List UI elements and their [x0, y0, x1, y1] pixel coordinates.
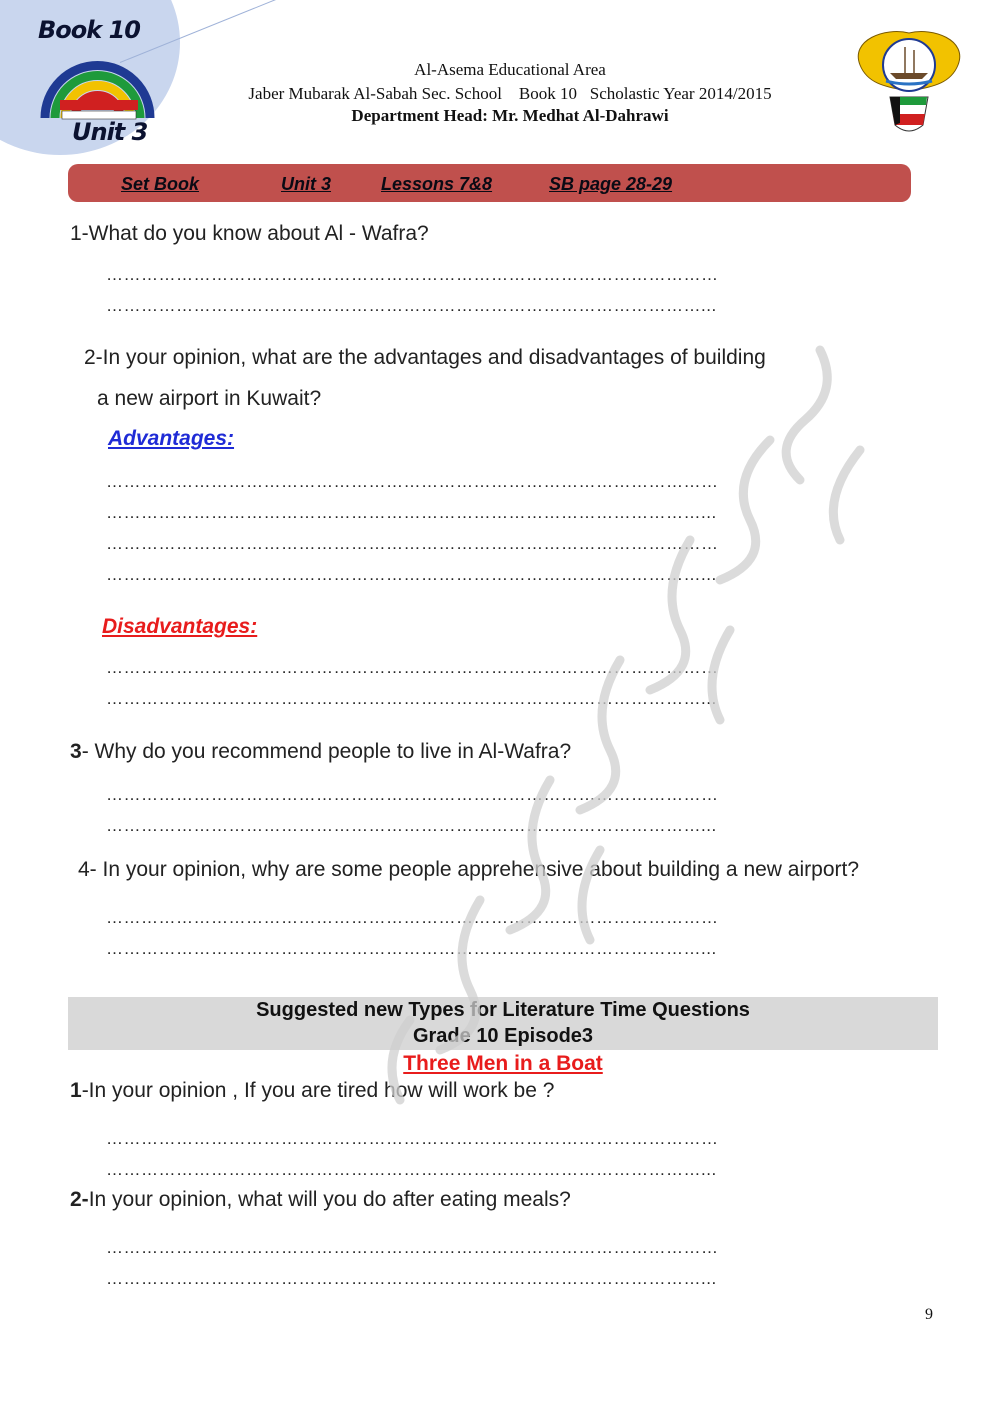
- question-4: 4- In your opinion, why are some people apprehensive about building a new airport?: [78, 858, 859, 881]
- story-title: Three Men in a Boat: [403, 1052, 603, 1075]
- question-1: 1-What do you know about Al - Wafra?: [70, 222, 429, 245]
- question-2-line-2: a new airport in Kuwait?: [97, 387, 322, 410]
- question-3: [70, 740, 571, 764]
- question-3-text: - Why do you recommend people to live in Al-Wafra?: [81, 740, 572, 763]
- answer-line[interactable]: ……………………………………………………………………………………………: [106, 472, 719, 491]
- banner-unit: Unit 3: [281, 174, 332, 194]
- literature-title: Suggested new Types for Literature Time Questions: [256, 999, 750, 1021]
- kuwait-emblem-icon: [850, 25, 968, 140]
- question-2-line-1: 2-In your opinion, what are the advantages and disadvantages of building: [84, 346, 766, 369]
- answer-line[interactable]: ……………………………………………………………………………………………: [106, 534, 719, 553]
- answer-line[interactable]: ……………………………………………………………………………………………: [106, 658, 719, 677]
- disadvantages-heading: Disadvantages:: [102, 615, 258, 638]
- badge-unit-label: Unit 3: [72, 118, 148, 146]
- school-rings-logo: [40, 48, 155, 123]
- literature-question-2-number: 2-: [70, 1188, 89, 1211]
- literature-question-1-number: 1: [70, 1079, 82, 1102]
- answer-line[interactable]: ……………………………………………………………………………………………: [106, 1238, 719, 1257]
- calligraphy-watermark: [300, 330, 920, 1110]
- answer-line[interactable]: …………………………………………………………………………………………...: [106, 565, 717, 584]
- banner-set-book: Set Book: [121, 174, 200, 194]
- answer-line[interactable]: ……………………………………………………………………………………………: [106, 1129, 719, 1148]
- banner-sb-page: SB page 28-29: [549, 174, 673, 194]
- literature-question-2: [70, 1188, 571, 1212]
- answer-line[interactable]: …………………………………………………………………………………………...: [106, 1160, 717, 1179]
- literature-question-1: [70, 1079, 554, 1103]
- department-head: Department Head: Mr. Medhat Al-Dahrawi: [351, 106, 669, 125]
- badge-book-label: Book 10: [38, 16, 140, 44]
- literature-question-1-text: -In your opinion , If you are tired how will work be ?: [81, 1079, 555, 1102]
- banner-lessons: Lessons 7&8: [381, 174, 493, 194]
- answer-line[interactable]: …………………………………………………………………………………………...: [106, 503, 717, 522]
- answer-line[interactable]: ……………………………………………………………………………………………: [106, 265, 719, 284]
- answer-line[interactable]: …………………………………………………………………………………………...: [106, 816, 717, 835]
- advantages-heading: Advantages:: [108, 427, 235, 450]
- answer-line[interactable]: ……………………………………………………………………………………………: [106, 908, 719, 927]
- page-number: 9: [925, 1306, 933, 1323]
- school-info: Jaber Mubarak Al-Sabah Sec. School Book 10 Scholastic Year 2014/2015: [248, 84, 772, 103]
- answer-line[interactable]: …………………………………………………………………………………………...: [106, 939, 717, 958]
- literature-question-2-text: In your opinion, what will you do after eating meals?: [88, 1188, 571, 1211]
- answer-line[interactable]: …………………………………………………………………………………………...: [106, 689, 717, 708]
- literature-grade: Grade 10 Episode3: [412, 1025, 594, 1047]
- answer-line[interactable]: …………………………………………………………………………………………...: [106, 1269, 717, 1288]
- question-3-number: 3: [70, 740, 82, 763]
- educational-area: Al-Asema Educational Area: [414, 60, 606, 79]
- answer-line[interactable]: ……………………………………………………………………………………………: [106, 785, 719, 804]
- answer-line[interactable]: …………………………………………………………………………………………...: [106, 296, 717, 315]
